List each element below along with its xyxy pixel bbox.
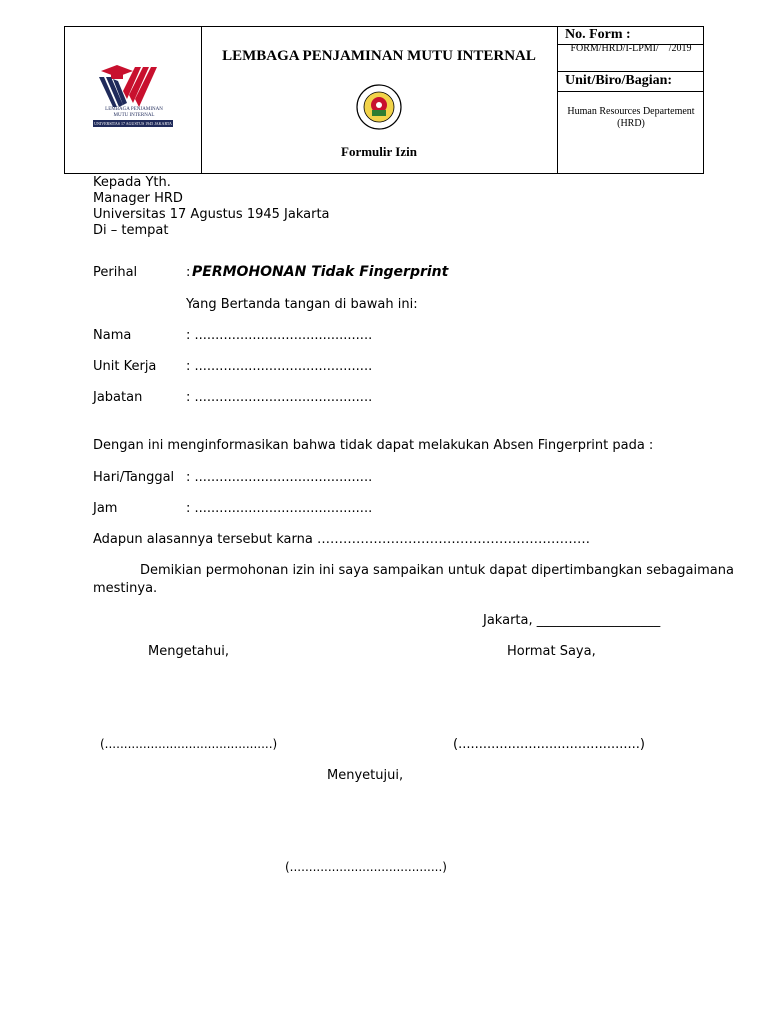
subject-colon: : <box>186 265 191 280</box>
logo-text-line1: LEMBAGA PENJAMINAN <box>105 107 163 112</box>
sign-left-title: Mengetahui, <box>148 644 229 659</box>
subject-label: Perihal <box>93 265 138 280</box>
sign-right-title: Hormat Saya, <box>507 644 596 659</box>
field-blank-jabatan: : ........................................... <box>186 390 373 405</box>
address-line: Di – tempat <box>93 223 169 238</box>
field-blank-nama: : ........................................... <box>186 328 373 343</box>
field-blank-unit-kerja: : ........................................... <box>186 359 373 374</box>
unit-value-line2: (HRD) <box>617 118 645 129</box>
field-label-unit-kerja: Unit Kerja <box>93 359 157 374</box>
address-line: Kepada Yth. <box>93 175 171 190</box>
no-form-label: No. Form : <box>565 27 631 42</box>
unit-value-line1: Human Resources Departement <box>567 106 695 117</box>
address-line: Manager HRD <box>93 191 183 206</box>
form-header-table <box>64 26 704 174</box>
university-seal-icon <box>355 83 403 131</box>
logo-text-line3: UNIVERSITAS 17 AGUSTUS 1945 JAKARTA <box>94 121 172 126</box>
subject-value: PERMOHONAN Tidak Fingerprint <box>192 264 449 280</box>
approve-blank: (........................................) <box>285 860 447 874</box>
closing-text: Demikian permohonan izin ini saya sampaikan untuk dapat dipertimbangkan sebagaimana <box>140 563 734 578</box>
intro-text: Yang Bertanda tangan di bawah ini: <box>186 297 418 312</box>
field-label-nama: Nama <box>93 328 132 343</box>
form-title: Formulir Izin <box>341 144 417 159</box>
lpmi-logo <box>91 63 177 133</box>
place-date: Jakarta, ___________________ <box>483 613 661 628</box>
sign-right-blank: (............................................) <box>453 737 645 752</box>
header-divider <box>557 91 703 92</box>
reason-text: Adapun alasannya tersebut karna ……………………………………………………… <box>93 532 590 547</box>
approve-title: Menyetujui, <box>327 768 404 783</box>
closing-text: mestinya. <box>93 581 158 596</box>
sign-left-blank: (............................................) <box>100 737 278 751</box>
header-divider <box>557 71 703 72</box>
no-form-value: FORM/HRD/I-LPMI/ /2019 <box>570 43 692 54</box>
field-label-jabatan: Jabatan <box>93 390 143 405</box>
logo-text-line2: MUTU INTERNAL <box>113 113 155 118</box>
field-blank-hari-tanggal: : ........................................... <box>186 470 373 485</box>
address-line: Universitas 17 Agustus 1945 Jakarta <box>93 207 330 222</box>
field-blank-jam: : ........................................... <box>186 501 373 516</box>
university-seal <box>355 83 403 131</box>
unit-label: Unit/Biro/Bagian: <box>565 73 673 88</box>
info-text: Dengan ini menginformasikan bahwa tidak dapat melakukan Absen Fingerprint pada : <box>93 438 654 453</box>
field-label-hari-tanggal: Hari/Tanggal <box>93 470 175 485</box>
field-label-jam: Jam <box>93 501 118 516</box>
institution-title: LEMBAGA PENJAMINAN MUTU INTERNAL <box>222 48 536 64</box>
